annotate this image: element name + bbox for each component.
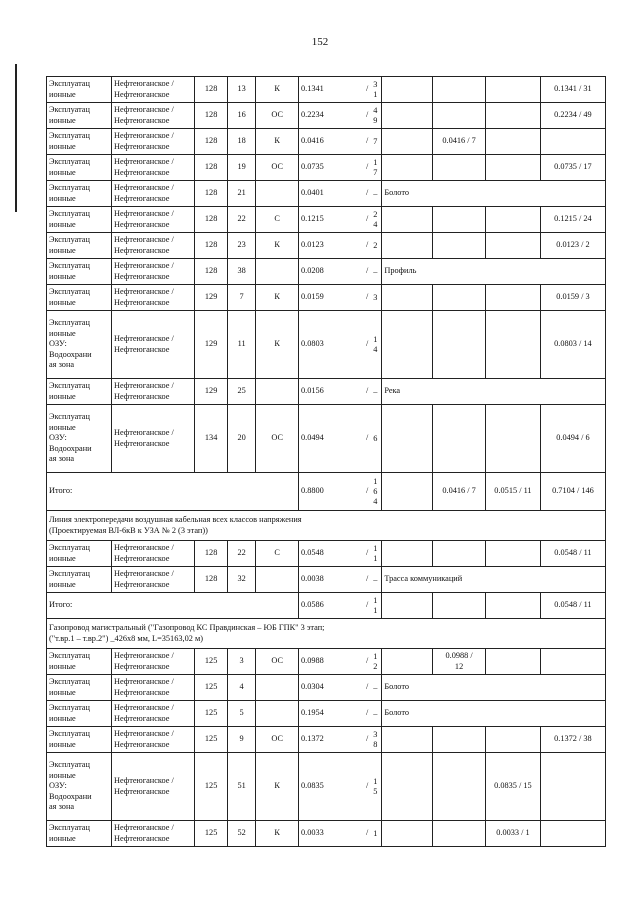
category-cell: Эксплуатац ионные [47,233,112,259]
fraction-slash: / [366,682,369,692]
fraction-slash: / [366,486,369,496]
value-cell-1 [382,103,433,129]
table-row [47,675,606,701]
table-row [47,103,606,129]
quarter-cell: 125 [195,701,228,727]
section-header-row [47,619,606,649]
quarter-cell: 129 [195,311,228,379]
fraction-slash: / [366,548,369,558]
plot-cell: 23 [227,233,255,259]
area-cell [299,753,382,821]
value-cell-3 [486,311,541,379]
note-cell: Болото [382,701,606,727]
owner-cell: Нефтеюганское / Нефтеюганское [112,285,195,311]
value-cell-1 [382,649,433,675]
area-value: 0.0304 [301,682,324,692]
note-cell: Профиль [382,259,606,285]
value-cell-1 [382,77,433,103]
category-cell: Эксплуатац ионные [47,285,112,311]
area-count: 1 1 [373,543,378,563]
value-cell-4 [540,129,605,155]
section-title: Газопровод магистральный ("Газопровод КС Правдинская – ЮБ ГПК" 3 этап; ("т.вр.1 – т.вр.2") _426х8 мм, L=35163,02 м) [47,619,606,649]
plot-cell: 9 [227,727,255,753]
fraction-slash: / [366,734,369,744]
value-cell-3 [486,103,541,129]
type-cell [256,379,299,405]
value-cell-3 [486,593,541,619]
fraction-slash: / [366,781,369,791]
area-value: 0.0123 [301,240,324,250]
value-cell-4: 0.1372 / 38 [540,727,605,753]
plot-cell: 38 [227,259,255,285]
type-cell: К [256,77,299,103]
area-value: 0.0835 [301,781,324,791]
quarter-cell: 125 [195,753,228,821]
category-cell: Эксплуатац ионные [47,379,112,405]
value-cell-2 [433,727,486,753]
area-count: 1 7 [373,157,378,177]
table-row [47,311,606,379]
area-cell [299,285,382,311]
total-label: Итого: [47,473,299,511]
category-cell: Эксплуатац ионные ОЗУ: Водоохрани ая зона [47,311,112,379]
area-cell [299,727,382,753]
plot-cell: 7 [227,285,255,311]
owner-cell: Нефтеюганское / Нефтеюганское [112,753,195,821]
value-cell-1 [382,207,433,233]
fraction-slash: / [366,656,369,666]
fraction-slash: / [366,292,369,302]
value-cell-3 [486,77,541,103]
value-cell-2 [433,103,486,129]
type-cell: К [256,233,299,259]
value-cell-2: 0.0416 / 7 [433,129,486,155]
plot-cell: 16 [227,103,255,129]
area-cell [299,821,382,847]
table-row [47,567,606,593]
value-cell-2 [433,207,486,233]
value-cell-3 [486,405,541,473]
type-cell [256,701,299,727]
value-cell-2 [433,77,486,103]
area-count: – [373,682,378,692]
table-row [47,207,606,233]
value-cell-3 [486,129,541,155]
area-value: 0.0494 [301,433,324,443]
quarter-cell: 128 [195,181,228,207]
margin-rule [15,64,17,212]
value-cell-4: 0.0548 / 11 [540,593,605,619]
plot-cell: 18 [227,129,255,155]
area-count: – [373,708,378,718]
value-cell-4 [540,753,605,821]
table-body [47,77,606,847]
category-cell: Эксплуатац ионные [47,567,112,593]
value-cell-3 [486,649,541,675]
table-row [47,155,606,181]
total-label: Итого: [47,593,299,619]
area-count: 3 1 [373,79,378,99]
area-value: 0.0159 [301,292,324,302]
type-cell [256,181,299,207]
value-cell-4: 0.0123 / 2 [540,233,605,259]
fraction-slash: / [366,828,369,838]
value-cell-2 [433,155,486,181]
area-cell [299,311,382,379]
value-cell-4: 0.0803 / 14 [540,311,605,379]
quarter-cell: 128 [195,259,228,285]
area-count: 1 2 [373,651,378,671]
value-cell-3 [486,727,541,753]
owner-cell: Нефтеюганское / Нефтеюганское [112,821,195,847]
fraction-slash: / [366,600,369,610]
value-cell-1 [382,155,433,181]
type-cell: ОС [256,649,299,675]
quarter-cell: 125 [195,727,228,753]
value-cell-1 [382,593,433,619]
quarter-cell: 129 [195,285,228,311]
area-value: 0.8800 [301,486,324,496]
area-value: 0.0988 [301,656,324,666]
area-count: 3 [373,292,378,302]
quarter-cell: 125 [195,649,228,675]
value-cell-1 [382,405,433,473]
owner-cell: Нефтеюганское / Нефтеюганское [112,259,195,285]
value-cell-1 [382,311,433,379]
area-value: 0.1215 [301,214,324,224]
area-value: 0.0033 [301,828,324,838]
area-count: 1 4 [373,334,378,354]
value-cell-2 [433,541,486,567]
owner-cell: Нефтеюганское / Нефтеюганское [112,207,195,233]
area-value: 0.1372 [301,734,324,744]
area-cell [299,233,382,259]
table-row [47,753,606,821]
area-cell [299,259,382,285]
category-cell: Эксплуатац ионные [47,181,112,207]
quarter-cell: 128 [195,541,228,567]
value-cell-4 [540,821,605,847]
table-row [47,259,606,285]
owner-cell: Нефтеюганское / Нефтеюганское [112,567,195,593]
value-cell-2 [433,405,486,473]
area-cell [299,155,382,181]
area-count: – [373,574,378,584]
type-cell [256,259,299,285]
area-value: 0.1954 [301,708,324,718]
value-cell-3 [486,285,541,311]
value-cell-2 [433,233,486,259]
section-header-row [47,511,606,541]
table-row [47,285,606,311]
page-number: 152 [311,36,329,48]
fraction-slash: / [366,240,369,250]
value-cell-4: 0.2234 / 49 [540,103,605,129]
value-cell-2 [433,593,486,619]
fraction-slash: / [366,339,369,349]
area-cell [299,103,382,129]
owner-cell: Нефтеюганское / Нефтеюганское [112,541,195,567]
total-row [47,473,606,511]
note-cell: Болото [382,675,606,701]
value-cell-1 [382,821,433,847]
plot-cell: 22 [227,207,255,233]
value-cell-3 [486,541,541,567]
value-cell-2 [433,285,486,311]
type-cell: К [256,753,299,821]
table-row [47,649,606,675]
quarter-cell: 125 [195,675,228,701]
owner-cell: Нефтеюганское / Нефтеюганское [112,103,195,129]
quarter-cell: 128 [195,155,228,181]
category-cell: Эксплуатац ионные [47,821,112,847]
plot-cell: 20 [227,405,255,473]
value-cell-2 [433,753,486,821]
total-row [47,593,606,619]
category-cell: Эксплуатац ионные [47,207,112,233]
plot-cell: 21 [227,181,255,207]
plot-cell: 5 [227,701,255,727]
area-value: 0.0208 [301,266,324,276]
table-row [47,701,606,727]
area-cell [299,379,382,405]
type-cell: ОС [256,103,299,129]
area-value: 0.0803 [301,339,324,349]
type-cell: К [256,285,299,311]
plot-cell: 3 [227,649,255,675]
value-cell-3: 0.0515 / 11 [486,473,541,511]
value-cell-2 [433,311,486,379]
value-cell-2: 0.0416 / 7 [433,473,486,511]
area-value: 0.0416 [301,136,324,146]
table-row [47,379,606,405]
value-cell-1 [382,233,433,259]
fraction-slash: / [366,708,369,718]
owner-cell: Нефтеюганское / Нефтеюганское [112,77,195,103]
category-cell: Эксплуатац ионные [47,103,112,129]
area-value: 0.0038 [301,574,324,584]
category-cell: Эксплуатац ионные [47,675,112,701]
value-cell-2: 0.0988 / 12 [433,649,486,675]
type-cell: К [256,129,299,155]
area-count: 3 8 [373,729,378,749]
plot-cell: 25 [227,379,255,405]
plot-cell: 52 [227,821,255,847]
area-cell [299,701,382,727]
plot-cell: 51 [227,753,255,821]
owner-cell: Нефтеюганское / Нефтеюганское [112,701,195,727]
owner-cell: Нефтеюганское / Нефтеюганское [112,233,195,259]
section-title: Линия электропередачи воздушная кабельная всех классов напряжения (Проектируемая ВЛ-6кВ к УЗА № 2 (3 этап)) [47,511,606,541]
value-cell-4: 0.0735 / 17 [540,155,605,181]
area-count: 6 [373,433,378,443]
type-cell: ОС [256,405,299,473]
type-cell: С [256,207,299,233]
plot-cell: 19 [227,155,255,181]
owner-cell: Нефтеюганское / Нефтеюганское [112,649,195,675]
area-count: – [373,386,378,396]
area-value: 0.1341 [301,84,324,94]
quarter-cell: 128 [195,233,228,259]
area-cell [299,77,382,103]
value-cell-1 [382,727,433,753]
type-cell: К [256,821,299,847]
area-count: 1 [373,828,378,838]
value-cell-3: 0.0835 / 15 [486,753,541,821]
area-count: 2 [373,240,378,250]
category-cell: Эксплуатац ионные [47,77,112,103]
area-value: 0.0156 [301,386,324,396]
area-cell [299,675,382,701]
owner-cell: Нефтеюганское / Нефтеюганское [112,155,195,181]
area-cell [299,405,382,473]
type-cell [256,567,299,593]
plot-cell: 11 [227,311,255,379]
note-cell: Река [382,379,606,405]
fraction-slash: / [366,574,369,584]
area-cell [299,649,382,675]
quarter-cell: 134 [195,405,228,473]
area-cell [299,593,382,619]
table-row [47,405,606,473]
value-cell-4: 0.0494 / 6 [540,405,605,473]
fraction-slash: / [366,188,369,198]
value-cell-4: 0.1341 / 31 [540,77,605,103]
value-cell-3 [486,207,541,233]
category-cell: Эксплуатац ионные [47,129,112,155]
fraction-slash: / [366,386,369,396]
value-cell-1 [382,473,433,511]
owner-cell: Нефтеюганское / Нефтеюганское [112,181,195,207]
area-value: 0.0548 [301,548,324,558]
type-cell: ОС [256,727,299,753]
value-cell-1 [382,129,433,155]
value-cell-1 [382,753,433,821]
quarter-cell: 129 [195,379,228,405]
value-cell-3: 0.0033 / 1 [486,821,541,847]
value-cell-4: 0.1215 / 24 [540,207,605,233]
area-cell [299,181,382,207]
fraction-slash: / [366,110,369,120]
category-cell: Эксплуатац ионные [47,649,112,675]
plot-cell: 32 [227,567,255,593]
fraction-slash: / [366,84,369,94]
area-count: 1 6 4 [373,476,378,506]
area-cell [299,129,382,155]
fraction-slash: / [366,162,369,172]
category-cell: Эксплуатац ионные [47,701,112,727]
category-cell: Эксплуатац ионные [47,727,112,753]
area-count: – [373,188,378,198]
table-row [47,727,606,753]
area-count: 1 1 [373,595,378,615]
value-cell-3 [486,233,541,259]
area-cell [299,473,382,511]
area-value: 0.0735 [301,162,324,172]
plot-cell: 22 [227,541,255,567]
note-cell: Трасса коммуникаций [382,567,606,593]
area-count: 1 5 [373,776,378,796]
plot-cell: 4 [227,675,255,701]
type-cell: С [256,541,299,567]
fraction-slash: / [366,214,369,224]
table-row [47,129,606,155]
quarter-cell: 128 [195,77,228,103]
area-cell [299,541,382,567]
area-count: 4 9 [373,105,378,125]
area-value: 0.0586 [301,600,324,610]
table-row [47,821,606,847]
area-value: 0.2234 [301,110,324,120]
note-cell: Болото [382,181,606,207]
type-cell: К [256,311,299,379]
value-cell-3 [486,155,541,181]
value-cell-4 [540,649,605,675]
quarter-cell: 128 [195,567,228,593]
area-count: 7 [373,136,378,146]
table-row [47,77,606,103]
area-count: 2 4 [373,209,378,229]
table-row [47,181,606,207]
owner-cell: Нефтеюганское / Нефтеюганское [112,727,195,753]
fraction-slash: / [366,136,369,146]
type-cell: ОС [256,155,299,181]
category-cell: Эксплуатац ионные [47,259,112,285]
value-cell-4: 0.7104 / 146 [540,473,605,511]
fraction-slash: / [366,433,369,443]
plot-cell: 13 [227,77,255,103]
owner-cell: Нефтеюганское / Нефтеюганское [112,405,195,473]
owner-cell: Нефтеюганское / Нефтеюганское [112,379,195,405]
area-cell [299,567,382,593]
value-cell-2 [433,821,486,847]
category-cell: Эксплуатац ионные [47,155,112,181]
owner-cell: Нефтеюганское / Нефтеюганское [112,311,195,379]
area-cell [299,207,382,233]
value-cell-4: 0.0548 / 11 [540,541,605,567]
table-row [47,541,606,567]
table-row [47,233,606,259]
fraction-slash: / [366,266,369,276]
category-cell: Эксплуатац ионные [47,541,112,567]
quarter-cell: 125 [195,821,228,847]
quarter-cell: 128 [195,129,228,155]
quarter-cell: 128 [195,207,228,233]
quarter-cell: 128 [195,103,228,129]
value-cell-1 [382,541,433,567]
owner-cell: Нефтеюганское / Нефтеюганское [112,129,195,155]
category-cell: Эксплуатац ионные ОЗУ: Водоохрани ая зона [47,405,112,473]
value-cell-4: 0.0159 / 3 [540,285,605,311]
area-value: 0.0401 [301,188,324,198]
land-plots-table [46,76,606,847]
owner-cell: Нефтеюганское / Нефтеюганское [112,675,195,701]
type-cell [256,675,299,701]
value-cell-1 [382,285,433,311]
category-cell: Эксплуатац ионные ОЗУ: Водоохрани ая зона [47,753,112,821]
area-count: – [373,266,378,276]
